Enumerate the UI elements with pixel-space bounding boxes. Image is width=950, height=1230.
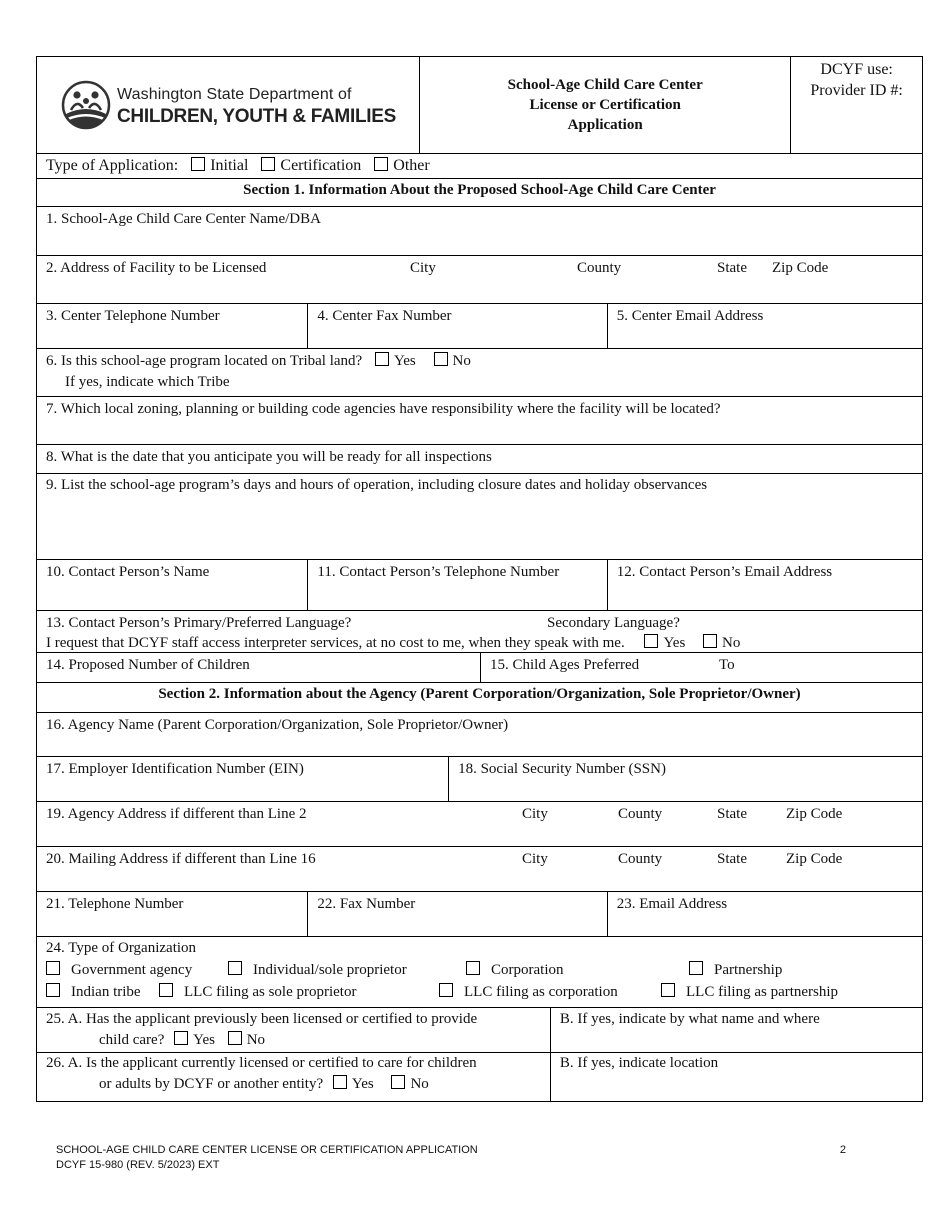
q2-label: 2. Address of Facility to be Licensed (46, 260, 267, 276)
government-agency-label: Government agency (71, 962, 193, 978)
sole-proprietor-checkbox[interactable] (228, 961, 242, 975)
q25b-label: B. If yes, indicate by what name and where (559, 1011, 820, 1027)
q25a-line1: 25. A. Has the applicant previously been licensed or certified to provide (46, 1011, 478, 1027)
currently-licensed-field (37, 1053, 550, 1101)
dcyf-use-label: DCYF use: (820, 61, 893, 78)
hours-of-operation-field[interactable] (37, 474, 922, 559)
inspection-date-field[interactable] (37, 445, 922, 473)
section2-title: Section 2. Information about the Agency (Parent Corporation/Organization, Sole Proprietor/Owner) (158, 686, 801, 702)
q16-row (37, 713, 922, 757)
contact-name-field[interactable] (37, 560, 307, 610)
proposed-children-field[interactable] (37, 653, 480, 682)
center-email-field[interactable] (607, 304, 922, 348)
contact-telephone-field[interactable] (307, 560, 606, 610)
q2-city-label: City (410, 260, 436, 276)
q26a-line2: or adults by DCYF or another entity? (99, 1076, 324, 1092)
q15-to-label: To (719, 657, 735, 673)
q12-label: 12. Contact Person’s Email Address (616, 564, 833, 580)
agency-name-field[interactable] (37, 713, 922, 756)
q1-label: 1. School-Age Child Care Center Name/DBA (46, 211, 321, 227)
facility-address-field[interactable] (37, 256, 922, 303)
section2-header (37, 683, 922, 713)
logo-line1: Washington State Department of (117, 85, 352, 103)
other-label: Other (393, 157, 430, 174)
mailing-address-field[interactable] (37, 847, 922, 891)
ssn-field[interactable] (448, 757, 922, 801)
q13-label: 13. Contact Person’s Primary/Preferred Language? (46, 615, 352, 631)
logo-line2: CHILDREN, YOUTH & FAMILIES (117, 105, 396, 127)
q9-label: 9. List the school-age program’s days and hours of operation, including closure dates and holiday observances (46, 477, 708, 493)
center-telephone-field[interactable] (37, 304, 307, 348)
q13-no-checkbox[interactable] (703, 634, 717, 648)
q11-label: 11. Contact Person’s Telephone Number (317, 564, 560, 580)
q19-zip-label: Zip Code (786, 806, 843, 822)
logo-cell (37, 57, 419, 153)
q1-row (37, 207, 922, 256)
form-header (37, 57, 922, 154)
q16-label: 16. Agency Name (Parent Corporation/Organization, Sole Proprietor/Owner) (46, 717, 509, 733)
provider-id-label: Provider ID #: (810, 82, 903, 99)
footer-line2: DCYF 15-980 (REV. 5/2023) EXT (56, 1159, 220, 1171)
page-footer (56, 1143, 856, 1173)
llc-partnership-label: LLC filing as partnership (686, 984, 839, 1000)
q21-q23-row (37, 892, 922, 937)
government-agency-checkbox[interactable] (46, 961, 60, 975)
q26-row (37, 1053, 922, 1101)
q24-label: 24. Type of Organization (46, 940, 197, 956)
partnership-checkbox[interactable] (689, 961, 703, 975)
llc-corporation-label: LLC filing as corporation (464, 984, 618, 1000)
footer-line1: SCHOOL-AGE CHILD CARE CENTER LICENSE OR CERTIFICATION APPLICATION (56, 1144, 478, 1156)
q26a-line1: 26. A. Is the applicant currently licensed or certified to care for children (46, 1055, 477, 1071)
initial-label: Initial (210, 157, 249, 174)
dcyf-logo-icon (61, 80, 111, 130)
sole-proprietor-label: Individual/sole proprietor (253, 962, 407, 978)
q10-label: 10. Contact Person’s Name (46, 564, 210, 580)
q6-no-label: No (452, 353, 471, 369)
center-fax-field[interactable] (307, 304, 606, 348)
agency-fax-field[interactable] (307, 892, 606, 936)
q21-label: 21. Telephone Number (46, 896, 184, 912)
indian-tribe-checkbox[interactable] (46, 983, 60, 997)
organization-type-field (37, 937, 922, 1007)
page-number: 2 (839, 1144, 846, 1156)
q20-state-label: State (717, 851, 747, 867)
q20-zip-label: Zip Code (786, 851, 843, 867)
certification-label: Certification (280, 157, 362, 174)
type-of-application-label: Type of Application: (46, 157, 179, 174)
certification-checkbox[interactable] (261, 157, 275, 171)
previous-license-details-field[interactable] (550, 1008, 922, 1052)
llc-corporation-checkbox[interactable] (439, 983, 453, 997)
q20-city-label: City (522, 851, 548, 867)
q19-label: 19. Agency Address if different than Line 2 (46, 806, 307, 822)
tribal-land-field (37, 349, 922, 396)
current-license-location-field[interactable] (550, 1053, 922, 1101)
q6-yes-label: Yes (393, 353, 416, 369)
q2-zip-label: Zip Code (772, 260, 829, 276)
q26-yes-checkbox[interactable] (333, 1075, 347, 1089)
q22-label: 22. Fax Number (317, 896, 416, 912)
q17-label: 17. Employer Identification Number (EIN) (46, 761, 304, 777)
q25-no-label: No (246, 1032, 266, 1048)
q19-state-label: State (717, 806, 747, 822)
q25-no-checkbox[interactable] (228, 1031, 242, 1045)
q19-city-label: City (522, 806, 548, 822)
initial-checkbox[interactable] (191, 157, 205, 171)
q6-sub-label: If yes, indicate which Tribe (65, 374, 230, 390)
q25a-line2: child care? (99, 1032, 165, 1048)
q14-q15-row (37, 653, 922, 683)
q17-q18-row (37, 757, 922, 802)
q2-state-label: State (717, 260, 747, 276)
previously-licensed-field (37, 1008, 550, 1052)
q20-county-label: County (618, 851, 663, 867)
q13-secondary-label: Secondary Language? (547, 615, 680, 631)
indian-tribe-label: Indian tribe (71, 984, 141, 1000)
agency-email-field[interactable] (607, 892, 922, 936)
q7-row (37, 397, 922, 445)
q13-yes-label: Yes (663, 635, 686, 651)
application-form (36, 56, 923, 1102)
type-of-application-row (37, 154, 922, 179)
q26-no-label: No (410, 1076, 429, 1092)
ein-field[interactable] (37, 757, 448, 801)
q19-county-label: County (618, 806, 663, 822)
q13-request-label: I request that DCYF staff access interpreter services, at no cost to me, when they speak with me. (46, 635, 625, 651)
q7-label: 7. Which local zoning, planning or building code agencies have responsibility where the facility will be located? (46, 401, 721, 417)
partnership-label: Partnership (714, 962, 783, 978)
center-name-field[interactable] (37, 207, 922, 255)
q6-yes-checkbox[interactable] (375, 352, 389, 366)
q13-no-label: No (722, 635, 741, 651)
title-line3: Application (567, 117, 643, 133)
agency-telephone-field[interactable] (37, 892, 307, 936)
q13-yes-checkbox[interactable] (644, 634, 658, 648)
q2-row (37, 256, 922, 304)
q9-row (37, 474, 922, 560)
section1-title: Section 1. Information About the Proposed School-Age Child Care Center (243, 182, 716, 198)
other-checkbox[interactable] (374, 157, 388, 171)
q23-label: 23. Email Address (616, 896, 728, 912)
contact-email-field[interactable] (607, 560, 922, 610)
q26-no-checkbox[interactable] (391, 1075, 405, 1089)
q2-county-label: County (577, 260, 622, 276)
language-field (37, 611, 922, 652)
q26b-label: B. If yes, indicate location (559, 1055, 719, 1071)
child-ages-field[interactable] (480, 653, 922, 682)
q25-row (37, 1008, 922, 1053)
title-line1: School-Age Child Care Center (507, 77, 703, 93)
q5-label: 5. Center Email Address (616, 308, 764, 324)
section1-header (37, 179, 922, 207)
q13-row (37, 611, 922, 653)
llc-sole-proprietor-checkbox[interactable] (159, 983, 173, 997)
zoning-agencies-field[interactable] (37, 397, 922, 444)
q14-label: 14. Proposed Number of Children (46, 657, 250, 673)
q18-label: 18. Social Security Number (SSN) (458, 761, 666, 777)
q6-label: 6. Is this school-age program located on Tribal land? (46, 353, 363, 369)
q3-label: 3. Center Telephone Number (46, 308, 220, 324)
form-title (419, 57, 790, 153)
q10-q12-row (37, 560, 922, 611)
llc-sole-proprietor-label: LLC filing as sole proprietor (184, 984, 357, 1000)
q26-yes-label: Yes (351, 1076, 374, 1092)
q25-yes-label: Yes (193, 1032, 215, 1048)
q6-row (37, 349, 922, 397)
q3-q5-row (37, 304, 922, 349)
q20-label: 20. Mailing Address if different than Line 16 (46, 851, 316, 867)
llc-partnership-checkbox[interactable] (661, 983, 675, 997)
corporation-label: Corporation (491, 962, 564, 978)
q4-label: 4. Center Fax Number (317, 308, 452, 324)
q19-row (37, 802, 922, 847)
q20-row (37, 847, 922, 892)
q15-label: 15. Child Ages Preferred (490, 657, 640, 673)
corporation-checkbox[interactable] (466, 961, 480, 975)
title-line2: License or Certification (529, 97, 681, 113)
q25-yes-checkbox[interactable] (174, 1031, 188, 1045)
q8-label: 8. What is the date that you anticipate you will be ready for all inspections (46, 449, 492, 465)
q8-row (37, 445, 922, 474)
agency-address-field[interactable] (37, 802, 922, 846)
dcyf-use-cell[interactable] (790, 57, 922, 153)
q6-no-checkbox[interactable] (434, 352, 448, 366)
q24-row (37, 937, 922, 1008)
